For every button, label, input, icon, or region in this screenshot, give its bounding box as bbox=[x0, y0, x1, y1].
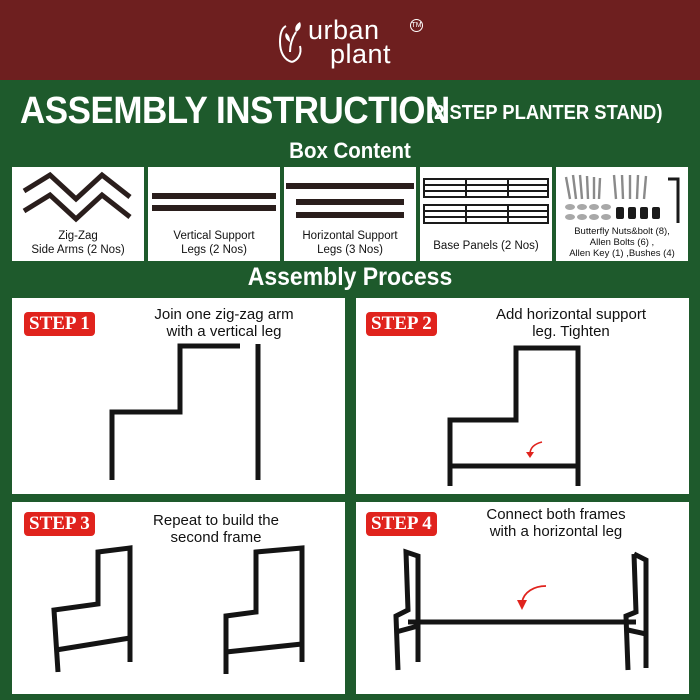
step-4-illustration bbox=[356, 502, 689, 694]
box-item-base-panels bbox=[420, 167, 552, 261]
box-item-caption: Vertical Support Legs (2 Nos) bbox=[173, 230, 255, 256]
step-1-instruction: Join one zig-zag arm with a vertical leg bbox=[154, 306, 294, 340]
brand-header bbox=[0, 0, 700, 80]
box-item-vertical-legs bbox=[148, 167, 280, 261]
title-main: ASSEMBLY INSTRUCTION bbox=[20, 90, 450, 132]
base-panel-grid-icon bbox=[420, 167, 552, 233]
step-3-instruction: Repeat to build the second frame bbox=[153, 512, 279, 546]
step-1-badge: STEP 1 bbox=[24, 312, 95, 336]
box-item-hardware bbox=[556, 167, 688, 261]
step-3-illustration bbox=[12, 502, 345, 694]
assembly-process-heading: Assembly Process bbox=[247, 263, 453, 291]
vertical-leg-bars-icon bbox=[148, 167, 280, 233]
brand-name-line2: plant bbox=[330, 39, 392, 69]
box-item-caption: Zig-Zag Side Arms (2 Nos) bbox=[31, 230, 125, 256]
step-1-illustration bbox=[12, 298, 345, 494]
box-item-zigzag-arms bbox=[12, 167, 144, 261]
zigzag-arm-icon bbox=[12, 167, 144, 233]
step-3-panel bbox=[12, 502, 345, 694]
step-4-panel bbox=[356, 502, 689, 694]
hardware-bolts-icon bbox=[556, 167, 688, 233]
page-title bbox=[20, 90, 700, 133]
step-4-badge: STEP 4 bbox=[366, 512, 437, 536]
box-item-caption: Base Panels (2 Nos) bbox=[433, 240, 539, 252]
step-4-instruction: Connect both frames with a horizontal leg bbox=[486, 506, 626, 540]
box-item-horizontal-legs bbox=[284, 167, 416, 261]
title-subtitle: (2 STEP PLANTER STAND) bbox=[428, 102, 663, 124]
step-2-instruction: Add horizontal support leg. Tighten bbox=[495, 306, 647, 340]
step-1-panel bbox=[12, 298, 345, 494]
brand-logo bbox=[278, 14, 428, 70]
horizontal-leg-bars-icon bbox=[284, 167, 416, 233]
step-2-panel bbox=[356, 298, 689, 494]
box-item-caption: Butterfly Nuts&bolt (8), Allen Bolts (6) , Allen Key (1) ,Bushes (4) bbox=[569, 226, 675, 259]
step-2-illustration bbox=[356, 298, 689, 494]
step-3-badge: STEP 3 bbox=[24, 512, 95, 536]
trademark-mark: TM bbox=[410, 19, 423, 32]
brand-name-line1: urban bbox=[308, 15, 380, 45]
box-item-caption: Horizontal Support Legs (3 Nos) bbox=[302, 230, 398, 256]
box-content-heading: Box Content bbox=[289, 138, 411, 163]
step-2-badge: STEP 2 bbox=[366, 312, 437, 336]
plant-sprout-icon bbox=[278, 20, 304, 64]
